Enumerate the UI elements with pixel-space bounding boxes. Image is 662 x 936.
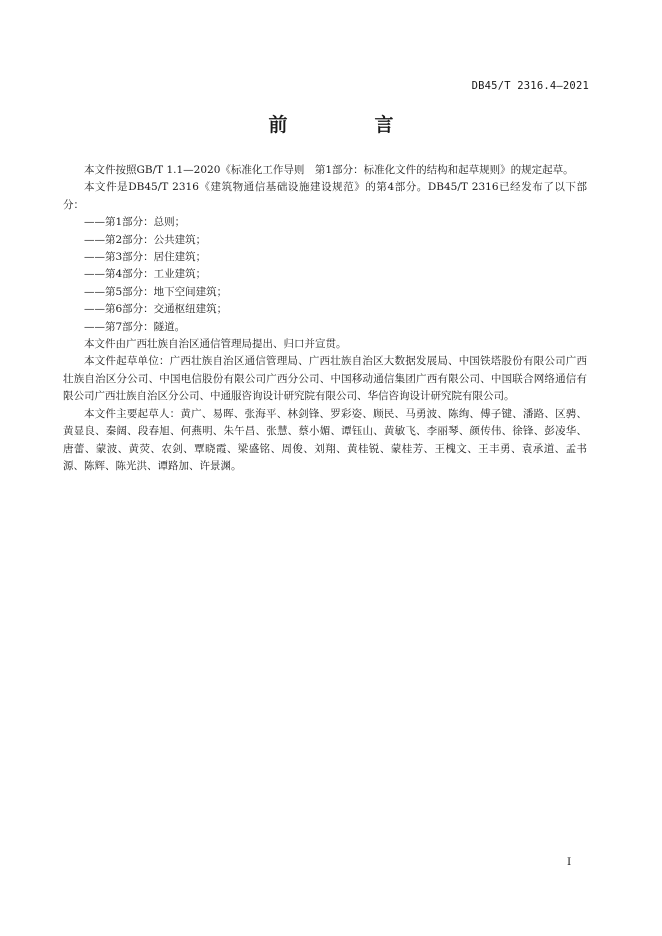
page-number: I — [567, 856, 572, 868]
paragraph-drafters: 本文件主要起草人：黄广、易晖、张海平、林剑锋、罗彩姿、顾民、马勇波、陈绚、傅子键、潘路、区骋、黄显良、秦阔、段春旭、何燕明、朱午昌、张慧、蔡小媚、谭钰山、黄敏飞、李丽琴、颜传伟、徐锋、彭凌华、唐蕾、蒙波、黄荧、农剑、覃晓霞、梁盛铭、周俊、刘翔、黄桂锐、蒙桂芳、王槐文、王丰勇、袁承道、孟书源、陈辉、陈光洪、谭路加、许景渊。 — [63, 407, 587, 472]
list-item-part-1: ——第1部分：总则； — [84, 216, 186, 229]
document-code: DB45/T 2316.4—2021 — [471, 80, 589, 92]
paragraph-drafting-rules: 本文件按照GB/T 1.1—2020《标准化工作导则 第1部分：标准化文件的结构和起草规则》的规定起草。 — [84, 164, 574, 176]
page-title: 前 言 — [268, 114, 428, 136]
paragraph-series-intro: 本文件是DB45/T 2316《建筑物通信基础设施建设规范》的第4部分。DB45/T 2316已经发布了以下部分： — [63, 181, 587, 211]
document-body — [63, 162, 587, 475]
list-item-part-5: ——第5部分：地下空间建筑； — [84, 285, 228, 298]
list-item-part-2: ——第2部分：公共建筑； — [84, 233, 207, 246]
list-item-part-3: ——第3部分：居住建筑； — [84, 251, 207, 264]
paragraph-drafting-units: 本文件起草单位：广西壮族自治区通信管理局、广西壮族自治区大数据发展局、中国铁塔股份有限公司广西壮族自治区分公司、中国电信股份有限公司广西分公司、中国移动通信集团广西有限公司、中国联合网络通信有限公司广西壮族自治区分公司、中通服咨询设计研究院有限公司、华信咨询设计研究院有限公司。 — [63, 355, 587, 403]
list-item-part-6: ——第6部分：交通枢纽建筑； — [84, 303, 228, 316]
list-item-part-4: ——第4部分：工业建筑； — [84, 268, 207, 281]
paragraph-proposer: 本文件由广西壮族自治区通信管理局提出、归口并宣贯。 — [84, 338, 347, 351]
list-item-part-7: ——第7部分：隧道。 — [84, 320, 186, 333]
